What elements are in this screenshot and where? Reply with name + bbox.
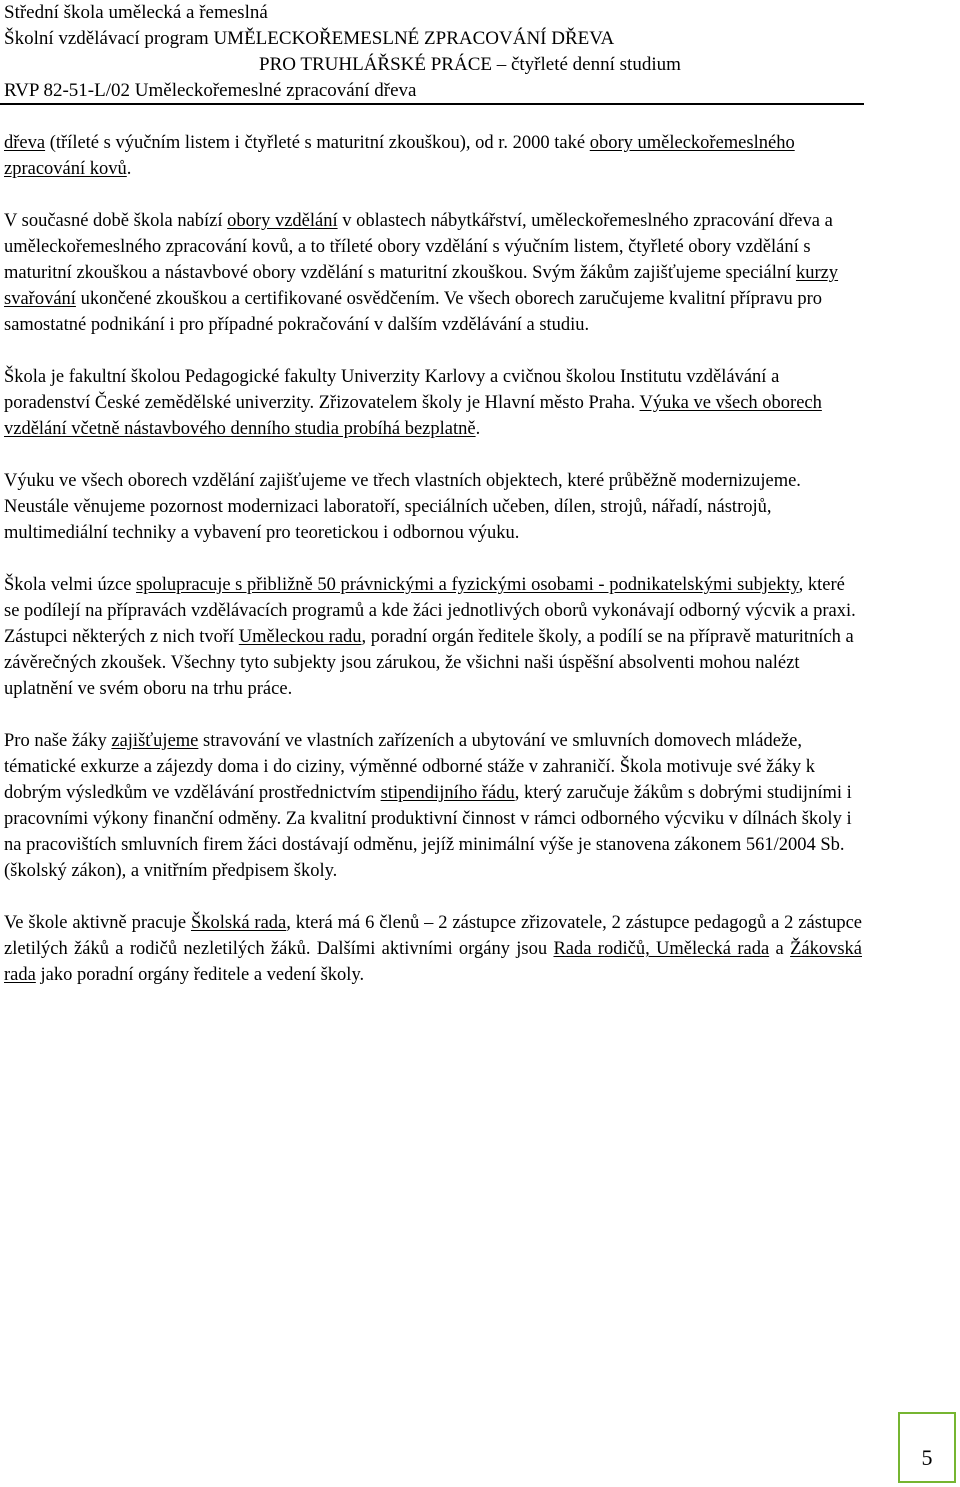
text: Škola velmi úzce	[4, 575, 137, 595]
page-number-box	[898, 1412, 956, 1483]
paragraph-1	[4, 130, 862, 182]
text: .	[126, 159, 132, 179]
page-number: 5	[921, 1445, 933, 1470]
link-stipendijni-rad[interactable]: stipendijního řádu	[380, 783, 515, 803]
link-vyuka-bezplatne[interactable]: Výuka ve všech oborech vzdělání včetně nástavbového denního studia probíhá bezplatně	[4, 393, 822, 439]
link-rada-rodicu[interactable]: Rada rodičů, Umělecká rada	[553, 939, 770, 959]
header-school-name: Střední škola umělecká a řemeslná	[4, 2, 268, 23]
document-body	[4, 130, 862, 1014]
text: (tříleté s výučním listem i čtyřleté s maturitní zkouškou), od r. 2000 také	[45, 133, 590, 153]
header-program-title: Školní vzdělávací program UMĚLECKOŘEMESLNÉ ZPRACOVÁNÍ DŘEVA	[4, 28, 615, 49]
paragraph-5	[4, 572, 862, 702]
link-skolska-rada[interactable]: Školská rada	[190, 913, 287, 933]
link-obory-vzdelani[interactable]: obory vzdělání	[227, 211, 338, 231]
link-umelecka-rada[interactable]: Uměleckou radu	[238, 627, 362, 647]
text: Ve škole aktivně pracuje	[4, 913, 191, 933]
link-zajistujeme[interactable]: zajišťujeme	[111, 731, 199, 751]
text: .	[475, 419, 481, 439]
paragraph-7	[4, 910, 862, 988]
header-divider	[0, 103, 864, 105]
header-program-subtitle: PRO TRUHLÁŘSKÉ PRÁCE – čtyřleté denní studium	[259, 54, 681, 75]
paragraph-4	[4, 468, 862, 546]
link-obory-kovu[interactable]: obory uměleckořemeslného zpracování kovů	[4, 133, 795, 179]
paragraph-2	[4, 208, 862, 338]
link-kurzy-svarovani[interactable]: kurzy svařování	[4, 263, 839, 309]
text: Škola je fakultní školou Pedagogické fakulty Univerzity Karlovy a cvičnou školou Institutu vzdělávání a poradenství České zemědělské univerzity. Zřizovatelem školy je Hlavní město Praha.	[4, 367, 780, 413]
text: , která má 6 členů – 2 zástupce zřizovatele, 2 zástupce pedagogů a 2 zástupce zletilých žáků a rodičů nezletilých žáků. Dalšími aktivními orgány jsou	[4, 913, 862, 959]
text: V současné době škola nabízí	[4, 211, 228, 231]
text: jako poradní orgány ředitele a vedení školy.	[35, 965, 365, 985]
header-rvp-code: RVP 82-51-L/02 Uměleckořemeslné zpracování dřeva	[4, 80, 417, 101]
page-header	[4, 0, 864, 104]
text: Pro naše žáky	[4, 731, 112, 751]
link-drevo[interactable]: dřeva	[4, 133, 46, 153]
text: , který zaručuje žákům s dobrými studijními i pracovními výkony finanční odměny. Za kvalitní produktivní činnost v rámci odborného výcviku v dílnách školy i na pracovištích smluvních firem žáci dostávají odměnu, jejíž minimální výše je stanovena zákonem 561/2004 Sb. (školský zákon), a vnitřním předpisem školy.	[4, 783, 852, 881]
text: stravování ve vlastních zařízeních a ubytování ve smluvních domovech mládeže, tématické exkurze a zájezdy doma i do ciziny, výměnné odborné stáže v zahraničí. Škola motivuje své žáky k dobrým výsledkům ve vzdělávání prostřednictvím	[4, 731, 815, 803]
paragraph-6	[4, 728, 862, 884]
text: , které se podílejí na přípravách vzdělávacích programů a kde žáci jednotlivých oborů vykonávají odborný výcvik a praxi. Zástupci některých z nich tvoří	[4, 575, 856, 647]
text: Výuku ve všech oborech vzdělání zajišťujeme ve třech vlastních objektech, které průběžně modernizujeme. Neustále věnujeme pozornost modernizaci laboratoří, speciálních učeben, dílen, strojů, nářadí, nástrojů, multimediální techniky a vybavení pro teoretickou i odbornou výuku.	[4, 471, 801, 543]
text: a	[769, 939, 791, 959]
paragraph-3	[4, 364, 862, 442]
text: , poradní orgán ředitele školy, a podílí se na přípravě maturitních a závěrečných zkoušek. Všechny tyto subjekty jsou zárukou, že všichni naši úspěšní absolventi mohou nalézt uplatnění ve svém oboru na trhu práce.	[4, 627, 854, 699]
text: ukončené zkouškou a certifikované osvědčením. Ve všech oborech zaručujeme kvalitní přípravu pro samostatné podnikání i pro případné pokračování v dalším vzdělávání a studiu.	[4, 289, 823, 335]
link-spoluprace-subjekty[interactable]: spolupracuje s přibližně 50 právnickými a fyzickými osobami - podnikatelskými subjekty	[136, 575, 799, 595]
link-zakovska-rada[interactable]: Žákovská rada	[4, 939, 862, 985]
text: v oblastech nábytkářství, uměleckořemeslného zpracování dřeva a uměleckořemeslného zpracování kovů, a to tříleté obory vzdělání s výučním listem, čtyřleté obory vzdělání s maturitní zkouškou a nástavbové obory vzdělání s maturitní zkouškou. Svým žákům zajišťujeme speciální	[4, 211, 833, 283]
